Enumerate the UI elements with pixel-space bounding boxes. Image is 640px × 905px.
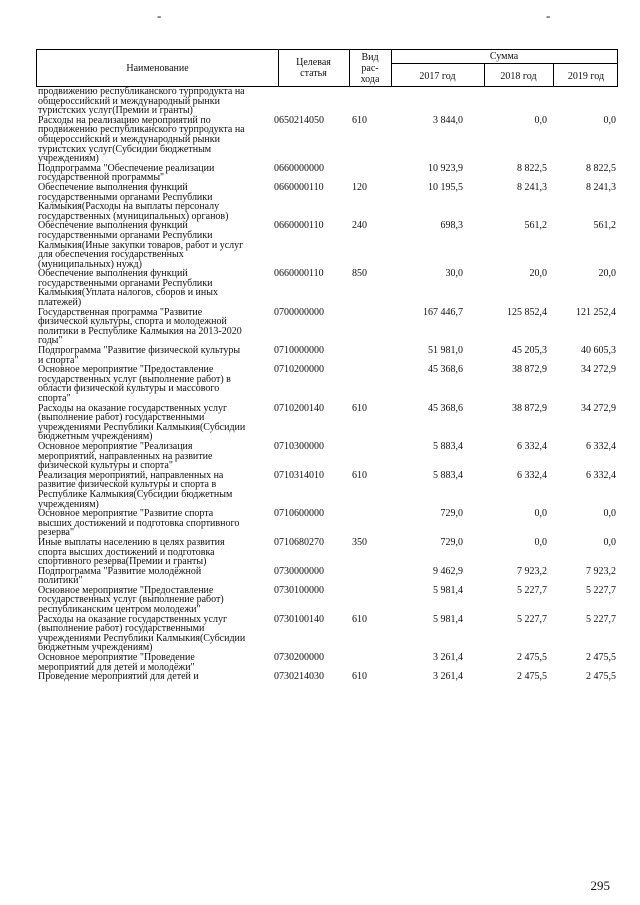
- row-2019: 8 241,3: [586, 181, 616, 193]
- row-name: продвижению республиканского турпродукта на общероссийский и международный рынки туристских услуг(Премии и гранты): [38, 86, 245, 117]
- table-row: [36, 586, 618, 615]
- row-code: 0710000000: [274, 345, 324, 357]
- row-2018: 38 872,9: [512, 364, 547, 376]
- table-row: [36, 538, 618, 567]
- row-2017: 45 368,6: [428, 364, 463, 376]
- row-2017: 5 883,4: [433, 469, 463, 481]
- page-number: 295: [590, 878, 610, 893]
- row-2017: 9 462,9: [433, 565, 463, 577]
- row-name: Расходы на оказание государственных услуг (выполнение работ) государственными учреждениями Республики Калмыкия(Субсидии бюджетным учреждениям): [38, 613, 246, 654]
- row-2019: 2 475,5: [586, 652, 616, 664]
- row-2017: 3 261,4: [433, 671, 463, 683]
- row-2017: 3 261,4: [433, 652, 463, 664]
- row-2019: 8 822,5: [586, 162, 616, 174]
- row-name: Обеспечение выполнения функций государственными органами Республики Калмыкия(Расходы на выплаты персоналу государственных (муниципальных) органов): [38, 181, 229, 222]
- row-2018: 125 852,4: [507, 306, 547, 318]
- row-vid: 120: [352, 181, 367, 193]
- row-2018: 0,0: [534, 114, 547, 126]
- row-2018: 38 872,9: [512, 402, 547, 414]
- top-mark-right: -: [546, 8, 551, 23]
- row-code: 0710314010: [274, 469, 324, 481]
- header-year-2019: 2019 год: [567, 71, 605, 82]
- row-2019: 2 475,5: [586, 671, 616, 683]
- row-name: Основное мероприятие "Предоставление государственных услуг (выполнение работ) в области физической культуры и массового спорта": [38, 364, 231, 404]
- row-code: 0660000000: [274, 162, 324, 174]
- row-code: 0660000110: [274, 181, 324, 193]
- table-row: [36, 442, 618, 471]
- row-2019: 5 227,7: [586, 584, 616, 596]
- row-name: Проведение мероприятий для детей и: [38, 671, 199, 683]
- row-2019: 121 252,4: [576, 306, 616, 318]
- row-2018: 0,0: [534, 536, 547, 548]
- row-vid: 610: [352, 114, 367, 126]
- row-vid: 350: [352, 536, 367, 548]
- row-2017: 5 981,4: [433, 584, 463, 596]
- row-2019: 0,0: [603, 508, 616, 520]
- table-row: [36, 509, 618, 538]
- row-name: Подпрограмма "Развитие физической культуры и спорта": [38, 345, 241, 366]
- table-row: [36, 653, 618, 672]
- row-name: Подпрограмма "Обеспечение реализации государственной программы": [38, 162, 215, 184]
- row-2019: 40 605,3: [581, 345, 616, 357]
- table-row: [36, 567, 618, 586]
- row-2018: 6 332,4: [517, 440, 547, 452]
- table-row: [36, 672, 618, 682]
- budget-table: [36, 49, 618, 682]
- row-2018: 45 205,3: [512, 345, 547, 357]
- row-2018: 0,0: [534, 508, 547, 520]
- row-vid: 240: [352, 220, 367, 232]
- table-row: [36, 471, 618, 509]
- row-name: Обеспечение выполнения функций государственными органами Республики Калмыкия(Иные закупки товаров, работ и услуг для обеспечения государственных (муниципальных) нужд): [38, 220, 244, 270]
- table-header: [36, 49, 618, 87]
- header-sum: Сумма: [489, 51, 519, 62]
- row-2017: 698,3: [440, 220, 463, 232]
- row-code: 0730100140: [274, 613, 324, 625]
- row-2018: 6 332,4: [517, 469, 547, 481]
- row-2017: 5 883,4: [433, 440, 463, 452]
- table-row: [36, 164, 618, 183]
- row-2017: 729,0: [440, 536, 463, 548]
- row-code: 0660000110: [274, 268, 324, 280]
- row-2019: 5 227,7: [586, 613, 616, 625]
- table-row: [36, 183, 618, 221]
- table-row: [36, 269, 618, 307]
- row-2017: 729,0: [440, 508, 463, 520]
- header-name: Наименование: [126, 63, 189, 74]
- row-2019: 0,0: [603, 536, 616, 548]
- header-vid: Вид рас- хода: [360, 52, 380, 85]
- row-2019: 561,2: [593, 220, 616, 232]
- table-row: [36, 365, 618, 403]
- row-name: Расходы на оказание государственных услуг (выполнение работ) государственными учреждениями Республики Калмыкия(Субсидии бюджетным учреждениям): [38, 402, 246, 443]
- row-code: 0650214050: [274, 114, 324, 126]
- row-2017: 10 923,9: [428, 162, 463, 174]
- row-code: 0730200000: [274, 652, 324, 664]
- header-code: Целевая статья: [296, 57, 331, 79]
- row-2018: 7 923,2: [517, 565, 547, 577]
- row-2018: 20,0: [529, 268, 547, 280]
- row-2018: 5 227,7: [517, 613, 547, 625]
- row-2018: 2 475,5: [517, 652, 547, 664]
- row-2019: 0,0: [603, 114, 616, 126]
- table-row: [36, 615, 618, 653]
- header-year-2018: 2018 год: [500, 71, 537, 82]
- row-name: Реализация мероприятий, направленных на развитие физической культуры и спорта в Республике Калмыкия(Субсидии бюджетным учреждениям): [38, 469, 233, 510]
- table-row: [36, 404, 618, 442]
- row-2017: 10 195,5: [428, 181, 463, 193]
- table-row: [36, 87, 618, 116]
- row-name: Основное мероприятие "Предоставление государственных услуг (выполнение работ) республиканским центром молодежи": [38, 584, 224, 616]
- row-2019: 20,0: [598, 268, 616, 280]
- row-vid: 610: [352, 402, 367, 414]
- row-code: 0700000000: [274, 306, 324, 318]
- row-code: 0730214030: [274, 671, 324, 683]
- row-code: 0710600000: [274, 508, 324, 520]
- row-code: 0710200000: [274, 364, 324, 376]
- row-name: Государственная программа "Развитие физической культуры, спорта и молодежной политики в Республике Калмыкия на 2013-2020 годы": [38, 306, 242, 347]
- row-2017: 5 981,4: [433, 613, 463, 625]
- row-code: 0710680270: [274, 536, 324, 548]
- row-code: 0710200140: [274, 402, 324, 414]
- row-code: 0710300000: [274, 440, 324, 452]
- table-row: [36, 346, 618, 365]
- row-name: Основное мероприятие "Проведение мероприятий для детей и молодёжи": [38, 652, 195, 673]
- row-name: Обеспечение выполнения функций государственными органами Республики Калмыкия(Уплата налогов, сборов и иных платежей): [38, 268, 218, 309]
- row-2019: 34 272,9: [581, 402, 616, 414]
- row-2018: 8 822,5: [517, 162, 547, 174]
- row-code: 0660000110: [274, 220, 324, 232]
- row-2017: 167 446,7: [423, 306, 463, 318]
- row-name: Подпрограмма "Развитие молодёжной политики": [38, 565, 202, 587]
- header-year-2017: 2017 год: [419, 71, 456, 82]
- row-code: 0730100000: [274, 584, 324, 596]
- table-row: [36, 308, 618, 346]
- table-row: [36, 116, 618, 164]
- row-2017: 30,0: [445, 268, 463, 280]
- row-2019: 6 332,4: [586, 469, 616, 481]
- row-2017: 3 844,0: [433, 114, 463, 126]
- table-body: [36, 87, 618, 682]
- row-name: Основное мероприятие "Реализация мероприятий, направленных на развитие физической культуры и спорта": [38, 440, 213, 472]
- row-vid: 610: [352, 469, 367, 481]
- row-name: Основное мероприятие "Развитие спорта высших достижений и подготовка спортивного резерва": [38, 508, 240, 539]
- row-name: Иные выплаты населению в целях развития спорта высших достижений и подготовка спортивного резерва(Премии и гранты): [38, 536, 225, 568]
- row-vid: 610: [352, 671, 367, 683]
- row-vid: 610: [352, 613, 367, 625]
- row-2018: 2 475,5: [517, 671, 547, 683]
- row-2019: 6 332,4: [586, 440, 616, 452]
- row-name: Расходы на реализацию мероприятий по продвижению республиканского турпродукта на общероссийский и международный рынки туристских услуг(Субсидии бюджетным учреждениям): [38, 114, 245, 165]
- row-code: 0730000000: [274, 565, 324, 577]
- row-2017: 45 368,6: [428, 402, 463, 414]
- row-2017: 51 981,0: [428, 345, 463, 357]
- row-vid: 850: [352, 268, 367, 280]
- top-mark-left: -: [157, 8, 162, 23]
- row-2018: 561,2: [524, 220, 547, 232]
- row-2018: 5 227,7: [517, 584, 547, 596]
- table-row: [36, 221, 618, 269]
- row-2018: 8 241,3: [517, 181, 547, 193]
- row-2019: 7 923,2: [586, 565, 616, 577]
- row-2019: 34 272,9: [581, 364, 616, 376]
